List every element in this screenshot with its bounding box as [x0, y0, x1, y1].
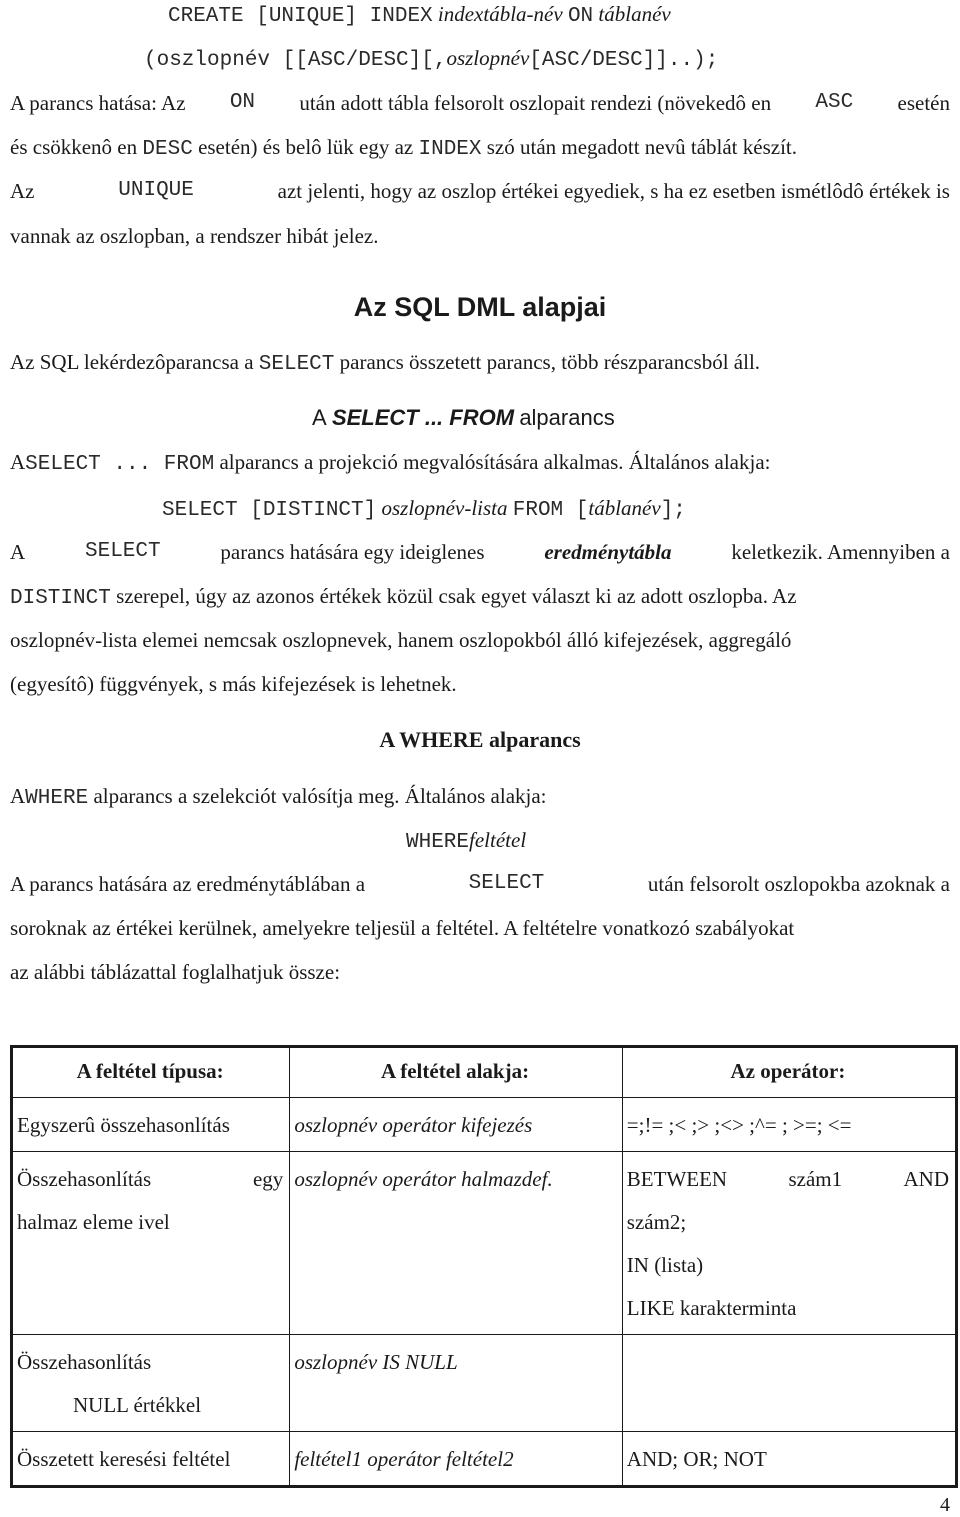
- text: oszlopnév-lista elemei nemcsak oszlopnevek, hanem oszlopokból álló kifejezések, aggregáló: [10, 628, 792, 652]
- paragraph-line: [10, 448, 770, 479]
- text: esetén: [897, 91, 950, 115]
- section-heading-dml: Az SQL DML alapjai: [353, 292, 607, 322]
- table-cell: Egyszerû összehasonlítás: [12, 1098, 290, 1152]
- page-number: 4: [940, 1494, 950, 1516]
- paragraph-line: [10, 222, 379, 250]
- syntax-keyword: ON: [567, 5, 594, 28]
- text: és csökkenô en: [10, 135, 138, 159]
- code-keyword: WHERE: [25, 787, 89, 810]
- code-keyword: SELECT: [468, 872, 545, 895]
- cell-text: szám2;: [626, 1210, 687, 1234]
- text: A parancs hatása: Az: [10, 91, 186, 115]
- code-keyword: SELECT: [84, 540, 161, 563]
- table-cell: [622, 1152, 956, 1335]
- syntax-keyword: [ASC/DESC]]..);: [529, 49, 719, 72]
- subheading-select-from: [312, 404, 615, 432]
- text: keletkezik. Amennyiben a: [731, 540, 950, 564]
- table-cell: [12, 1152, 290, 1335]
- paragraph-line: [10, 538, 950, 566]
- code-keyword: DISTINCT: [10, 587, 111, 610]
- code-keyword: INDEX: [418, 138, 482, 161]
- code-keyword: SELECT ... FROM: [25, 453, 215, 476]
- text: esetén) és belô lük egy az: [198, 135, 414, 159]
- where-syntax-line: [406, 826, 526, 857]
- text: szó után megadott nevû táblát készít.: [486, 135, 797, 159]
- paragraph-line: [10, 177, 950, 205]
- paragraph-line: [10, 958, 340, 986]
- cell-text: Összehasonlítás: [17, 1167, 152, 1191]
- text: SELECT ... FROM: [331, 405, 515, 430]
- text: (egyesítô) függvények, s más kifejezések is lehetnek.: [10, 672, 457, 696]
- text: alparancs a projekció megvalósítására alkalmas. Általános alakja:: [219, 450, 771, 474]
- emphasis-text: eredménytábla: [544, 540, 672, 564]
- paragraph-line: [10, 582, 797, 613]
- text: alparancs: [519, 405, 615, 430]
- section-heading-where: A WHERE alparancs: [379, 727, 581, 752]
- table-cell: =;!= ;< ;> ;<> ;^= ; >=; <=: [622, 1098, 956, 1152]
- table-cell: Összetett keresési feltétel: [12, 1432, 290, 1487]
- syntax-keyword: SELECT [DISTINCT]: [162, 499, 377, 522]
- table-row: [12, 1432, 957, 1487]
- code-keyword: ON: [229, 91, 256, 114]
- syntax-keyword: FROM [: [512, 499, 589, 522]
- paragraph-line: [10, 782, 547, 813]
- text: után adott tábla felsorolt oszlopait rendezi (növekedô en: [299, 91, 772, 115]
- text: parancs hatására egy ideiglenes: [220, 540, 485, 564]
- table-row: [12, 1098, 957, 1152]
- syntax-keyword: ];: [660, 499, 686, 522]
- column-header: Az operátor:: [622, 1047, 956, 1098]
- syntax-param: táblanév: [598, 2, 671, 26]
- text: A: [312, 405, 327, 430]
- text: soroknak az értékei kerülnek, amelyekre teljesül a feltétel. A feltételre vonatkozó szabályokat: [10, 916, 795, 940]
- cell-text: Összehasonlítás: [17, 1350, 152, 1374]
- text: vannak az oszlopban, a rendszer hibát jelez.: [10, 224, 379, 248]
- table-cell: oszlopnév operátor kifejezés: [290, 1098, 622, 1152]
- text: A: [10, 540, 26, 564]
- syntax-param: indextábla-név: [437, 2, 563, 26]
- cell-text: NULL értékkel: [73, 1393, 202, 1417]
- table-cell: oszlopnév IS NULL: [290, 1335, 622, 1432]
- table-cell: AND; OR; NOT: [622, 1432, 956, 1487]
- syntax-keyword: CREATE [UNIQUE] INDEX: [168, 5, 433, 28]
- paragraph-line: [10, 89, 950, 117]
- paragraph-line: [10, 133, 797, 164]
- text: A parancs hatására az eredménytáblában a: [10, 872, 366, 896]
- paragraph-line: [10, 670, 457, 698]
- text: alparancs a szelekciót valósítja meg. Általános alakja:: [93, 784, 547, 808]
- code-keyword: DESC: [142, 138, 193, 161]
- table-row: [12, 1152, 957, 1335]
- code-keyword: ASC: [815, 91, 854, 114]
- paragraph-line: [10, 870, 950, 898]
- text: A: [10, 784, 26, 808]
- text: után felsorolt oszlopokba azoknak a: [647, 872, 950, 896]
- select-syntax-line: [162, 494, 686, 525]
- cell-text: halmaz eleme ivel: [17, 1210, 170, 1234]
- syntax-keyword: (oszlopnév [[ASC/DESC][,: [144, 49, 447, 72]
- cell-text: AND: [903, 1167, 949, 1191]
- condition-table: [10, 1045, 958, 1488]
- text: azt jelenti, hogy az oszlop értékei egyediek, s ha ez esetben ismétlôdô értékek is: [277, 179, 950, 203]
- table-cell: oszlopnév operátor halmazdef.: [290, 1152, 622, 1335]
- syntax-param: feltétel: [469, 828, 527, 852]
- table-header-row: [12, 1047, 957, 1098]
- syntax-keyword: WHERE: [406, 831, 470, 854]
- cell-text: egy: [252, 1167, 284, 1191]
- paragraph-line: [10, 348, 760, 379]
- paragraph-line: [10, 626, 791, 654]
- column-header: A feltétel típusa:: [12, 1047, 290, 1098]
- create-index-syntax-line-1: [168, 0, 671, 31]
- column-header: A feltétel alakja:: [290, 1047, 622, 1098]
- syntax-param: táblanév: [588, 496, 661, 520]
- table-cell: [12, 1335, 290, 1432]
- text: parancs összetett parancs, több részparancsból áll.: [339, 350, 761, 374]
- table-cell: [622, 1335, 956, 1432]
- text: szerepel, úgy az azonos értékek közül csak egyet választ ki az adott oszlopba. Az: [116, 584, 797, 608]
- cell-text: IN (lista): [626, 1253, 704, 1277]
- text: Az SQL lekérdezôparancsa a: [10, 350, 254, 374]
- cell-text: LIKE karakterminta: [626, 1296, 797, 1320]
- paragraph-line: [10, 914, 794, 942]
- cell-text: szám1: [788, 1167, 843, 1191]
- table-cell: feltétel1 operátor feltétel2: [290, 1432, 622, 1487]
- syntax-param: oszlopnév-lista: [381, 496, 508, 520]
- cell-text: BETWEEN: [626, 1167, 728, 1191]
- code-keyword: UNIQUE: [118, 179, 194, 202]
- code-keyword: SELECT: [258, 353, 335, 376]
- create-index-syntax-line-2: [144, 44, 718, 75]
- text: A: [10, 450, 26, 474]
- syntax-param: oszlopnév: [446, 46, 530, 70]
- text: Az: [10, 179, 35, 203]
- text: az alábbi táblázattal foglalhatjuk össze:: [10, 960, 341, 984]
- table-row: [12, 1335, 957, 1432]
